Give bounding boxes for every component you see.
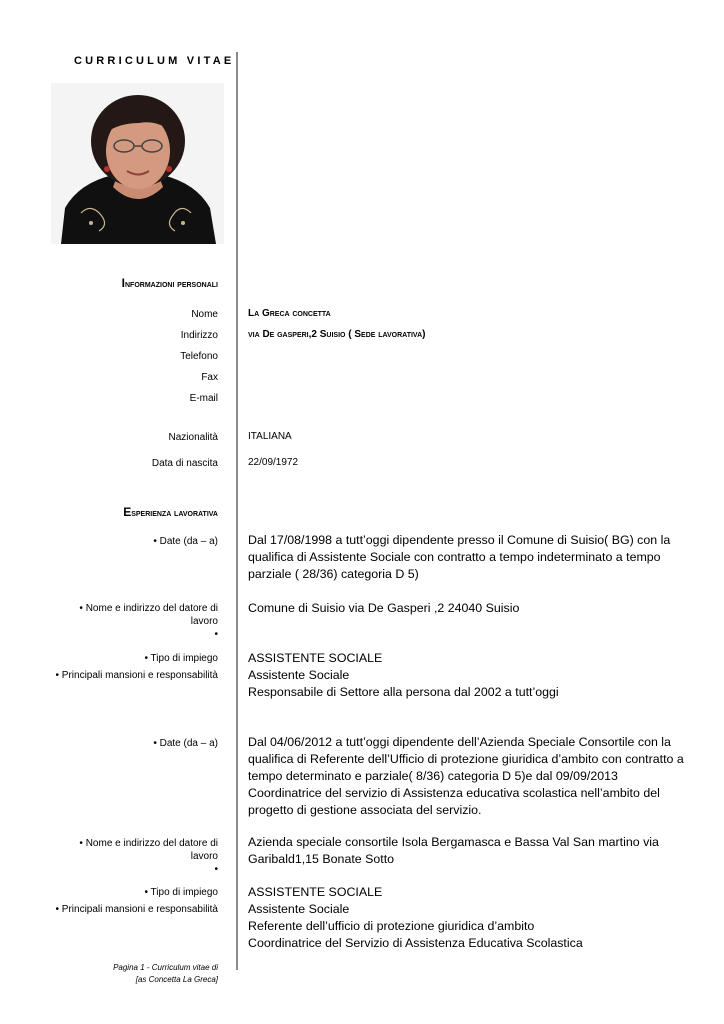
value-data-nascita: 22/09/1972 [248, 457, 299, 468]
job2-date-line: qualifica di Referente dell’Ufficio di protezione giuridica d’ambito con contratto a [248, 752, 684, 766]
job2-mansione: Assistente Sociale [248, 902, 350, 916]
label-mansioni-job1: • Principali mansioni e responsabilità [55, 670, 218, 681]
footer-line: Pagina 1 - Curriculum vitae di [113, 963, 218, 972]
job1-date-line: Dal 17/08/1998 a tutt’oggi dipendente presso il Comune di Suisio( BG) con la [248, 533, 671, 547]
label-date-job1: • Date (da – a) [153, 536, 218, 547]
value-indirizzo: via De gasperi,2 Suisio ( Sede lavorativa) [248, 329, 426, 340]
job2-date-line: Dal 04/06/2012 a tutt’oggi dipendente dell’Azienda Speciale Consortile con la [248, 735, 671, 749]
label-employer-job2: • Nome e indirizzo del datore di lavoro • [79, 838, 218, 875]
job1-mansione: Responsabile di Settore alla persona dal 2002 a tutt’oggi [248, 685, 559, 699]
column-divider [236, 52, 238, 970]
label-telefono: Telefono [180, 351, 218, 362]
job2-role [248, 884, 684, 952]
label-mansioni-job2: • Principali mansioni e responsabilità [55, 904, 218, 915]
job2-date-line: Coordinatrice del servizio di Assistenza educativa scolastica nell’ambito del [248, 786, 660, 800]
job2-dates [248, 734, 684, 819]
job2-tipo: ASSISTENTE SOCIALE [248, 885, 383, 899]
label-tipo-job1: • Tipo di impiego [144, 653, 218, 664]
label-email: E-mail [189, 393, 218, 404]
value-nome: La Greca concetta [248, 308, 331, 319]
document-title: CURRICULUM VITAE [74, 55, 235, 67]
job1-tipo: ASSISTENTE SOCIALE [248, 651, 383, 665]
job1-date-line: qualifica di Assistente Sociale con contratto a tempo indeterminato a tempo [248, 550, 661, 564]
label-nazionalita: Nazionalità [168, 432, 218, 443]
label-fax: Fax [201, 372, 218, 383]
job1-date-line: parziale ( 28/36) categoria D 5) [248, 567, 419, 581]
label-date-job2: • Date (da – a) [153, 738, 218, 749]
job2-mansione: Coordinatrice del Servizio di Assistenza Educativa Scolastica [248, 936, 583, 950]
job2-date-line: progetto di gestione associata del servizio. [248, 803, 482, 817]
section-title-personal: Informazioni personali [121, 276, 218, 290]
section-title-experience: Esperienza lavorativa [123, 505, 218, 519]
job2-employer: Azienda speciale consortile Isola Bergamasca e Bassa Val San martino via Garibald1,15 Bonate Sotto [248, 835, 659, 866]
label-employer-job1: • Nome e indirizzo del datore di lavoro • [79, 603, 218, 640]
label-tipo-job2: • Tipo di impiego [144, 887, 218, 898]
footer-line: [as Concetta La Greca] [135, 975, 218, 984]
job1-role [248, 650, 684, 701]
label-data-nascita: Data di nascita [151, 458, 218, 469]
profile-photo [51, 83, 224, 244]
job1-employer: Comune di Suisio via De Gasperi ,2 24040 Suisio [248, 601, 520, 615]
job2-mansione: Referente dell’ufficio di protezione giuridica d’ambito [248, 919, 535, 933]
job2-date-line: tempo determinato e parziale( 8/36) categoria D 5)e dal 09/09/2013 [248, 769, 618, 783]
job1-dates [248, 532, 684, 583]
job1-mansione: Assistente Sociale [248, 668, 350, 682]
page-footer [113, 962, 218, 986]
value-nazionalita: ITALIANA [248, 431, 292, 442]
label-nome: Nome [191, 309, 218, 320]
label-indirizzo: Indirizzo [180, 330, 218, 341]
